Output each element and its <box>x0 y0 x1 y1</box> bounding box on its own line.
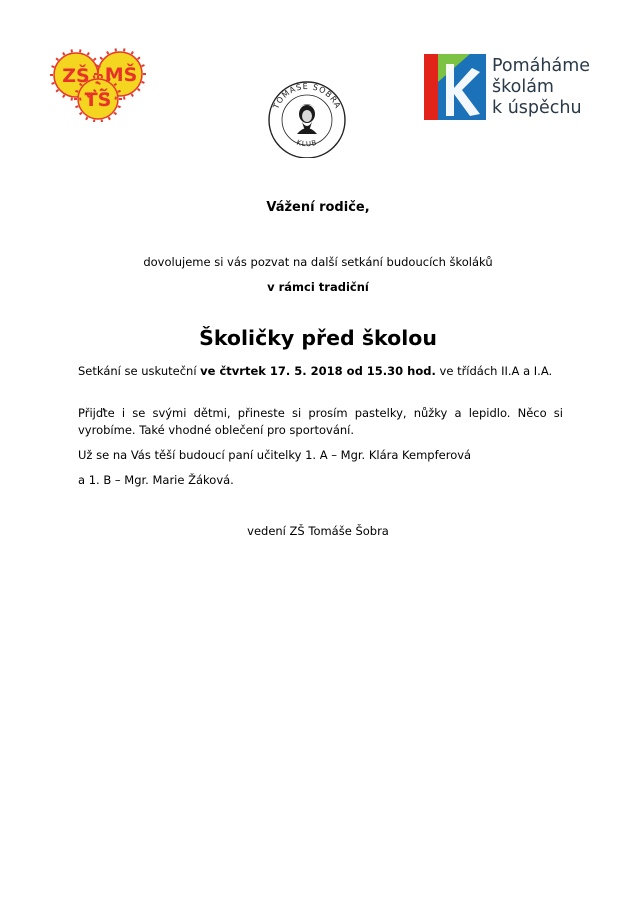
sun-ray <box>56 90 58 92</box>
club-logo-bottom-text: KLUB <box>295 138 319 149</box>
portrait-icon <box>297 104 317 134</box>
greeting: Vážení rodiče, <box>266 200 370 215</box>
project-logo-line-3: k úspěchu <box>492 98 582 118</box>
event-date-time: ve čtvrtek 17. 5. 2018 od 15.30 hod. <box>200 364 436 378</box>
event-details-paragraph <box>78 363 563 380</box>
sun-ray <box>109 117 111 120</box>
project-logo-line-2: školám <box>492 77 554 97</box>
sun-ray <box>86 117 88 120</box>
sun-ray <box>115 48 116 51</box>
sun-ray <box>124 97 125 100</box>
logo-text-zs: ZŠ <box>62 65 90 87</box>
sun-ray <box>102 120 103 122</box>
sun-ray <box>94 75 95 78</box>
teachers-line-1: Už se na Vás těší budoucí paní učitelky 1. A – Mgr. Klára Kempferová <box>78 448 472 462</box>
invitation-line: dovolujeme si vás pozvat na další setkání budoucích školáků <box>143 255 493 269</box>
sun-ray <box>94 58 96 60</box>
sun-ray <box>94 120 95 122</box>
sun-ray <box>80 49 81 52</box>
sun-ray <box>80 98 81 101</box>
sun-ray <box>102 75 103 78</box>
school-logo <box>44 42 162 122</box>
event-title: Školičky před školou <box>199 326 437 350</box>
sun-ray <box>96 82 99 83</box>
sun-ray <box>96 65 99 66</box>
project-logo-line-1: Pomáháme <box>492 56 591 76</box>
sun-ray <box>124 48 125 51</box>
event-details-intro: Setkání se uskuteční <box>78 364 201 378</box>
sun-ray <box>114 112 116 114</box>
tradition-line: v rámci tradiční <box>267 280 369 294</box>
signature: vedení ZŠ Tomáše Šobra <box>247 524 389 538</box>
club-logo-top-text: TOMÁŠE ŠOBRA <box>271 81 343 111</box>
bring-items-paragraph: Přijďte i se svými dětmi, přineste si prosím pastelky, nůžky a lepidlo. Něco si vyrobíme. Také vhodné oblečení pro sportování. <box>78 406 563 437</box>
sun-ray <box>100 57 102 59</box>
sun-ray <box>52 66 55 67</box>
sun-ray <box>71 49 72 52</box>
sun-ray <box>118 106 121 107</box>
sun-ray <box>63 52 65 55</box>
club-logo <box>264 78 350 158</box>
logo-text-ms: MŠ <box>104 64 138 86</box>
sun-ray <box>115 97 116 100</box>
logo-text-ts: TŠ <box>84 89 112 111</box>
event-location: ve třídách II.A a I.A. <box>435 364 553 378</box>
sun-ray <box>63 95 65 98</box>
sun-ray <box>56 58 58 60</box>
sun-ray <box>71 98 72 101</box>
svg-text:KLUB <box>296 139 319 149</box>
sun-ray <box>75 106 78 107</box>
sun-ray <box>142 82 145 83</box>
sun-ray <box>138 89 140 91</box>
project-logo <box>424 54 610 124</box>
project-logo-mark-icon <box>424 54 486 120</box>
sun-ray <box>118 91 121 92</box>
sun-ray <box>132 51 134 54</box>
sun-ray <box>88 52 90 55</box>
sun-ray <box>138 57 140 59</box>
sun-ray <box>107 51 109 54</box>
sun-ray <box>52 83 55 84</box>
sun-ray <box>142 65 145 66</box>
sun-ray <box>132 94 134 97</box>
sun-ray <box>80 112 82 114</box>
teachers-line-2: a 1. B – Mgr. Marie Žáková. <box>78 473 234 487</box>
sun-ray <box>75 91 78 92</box>
